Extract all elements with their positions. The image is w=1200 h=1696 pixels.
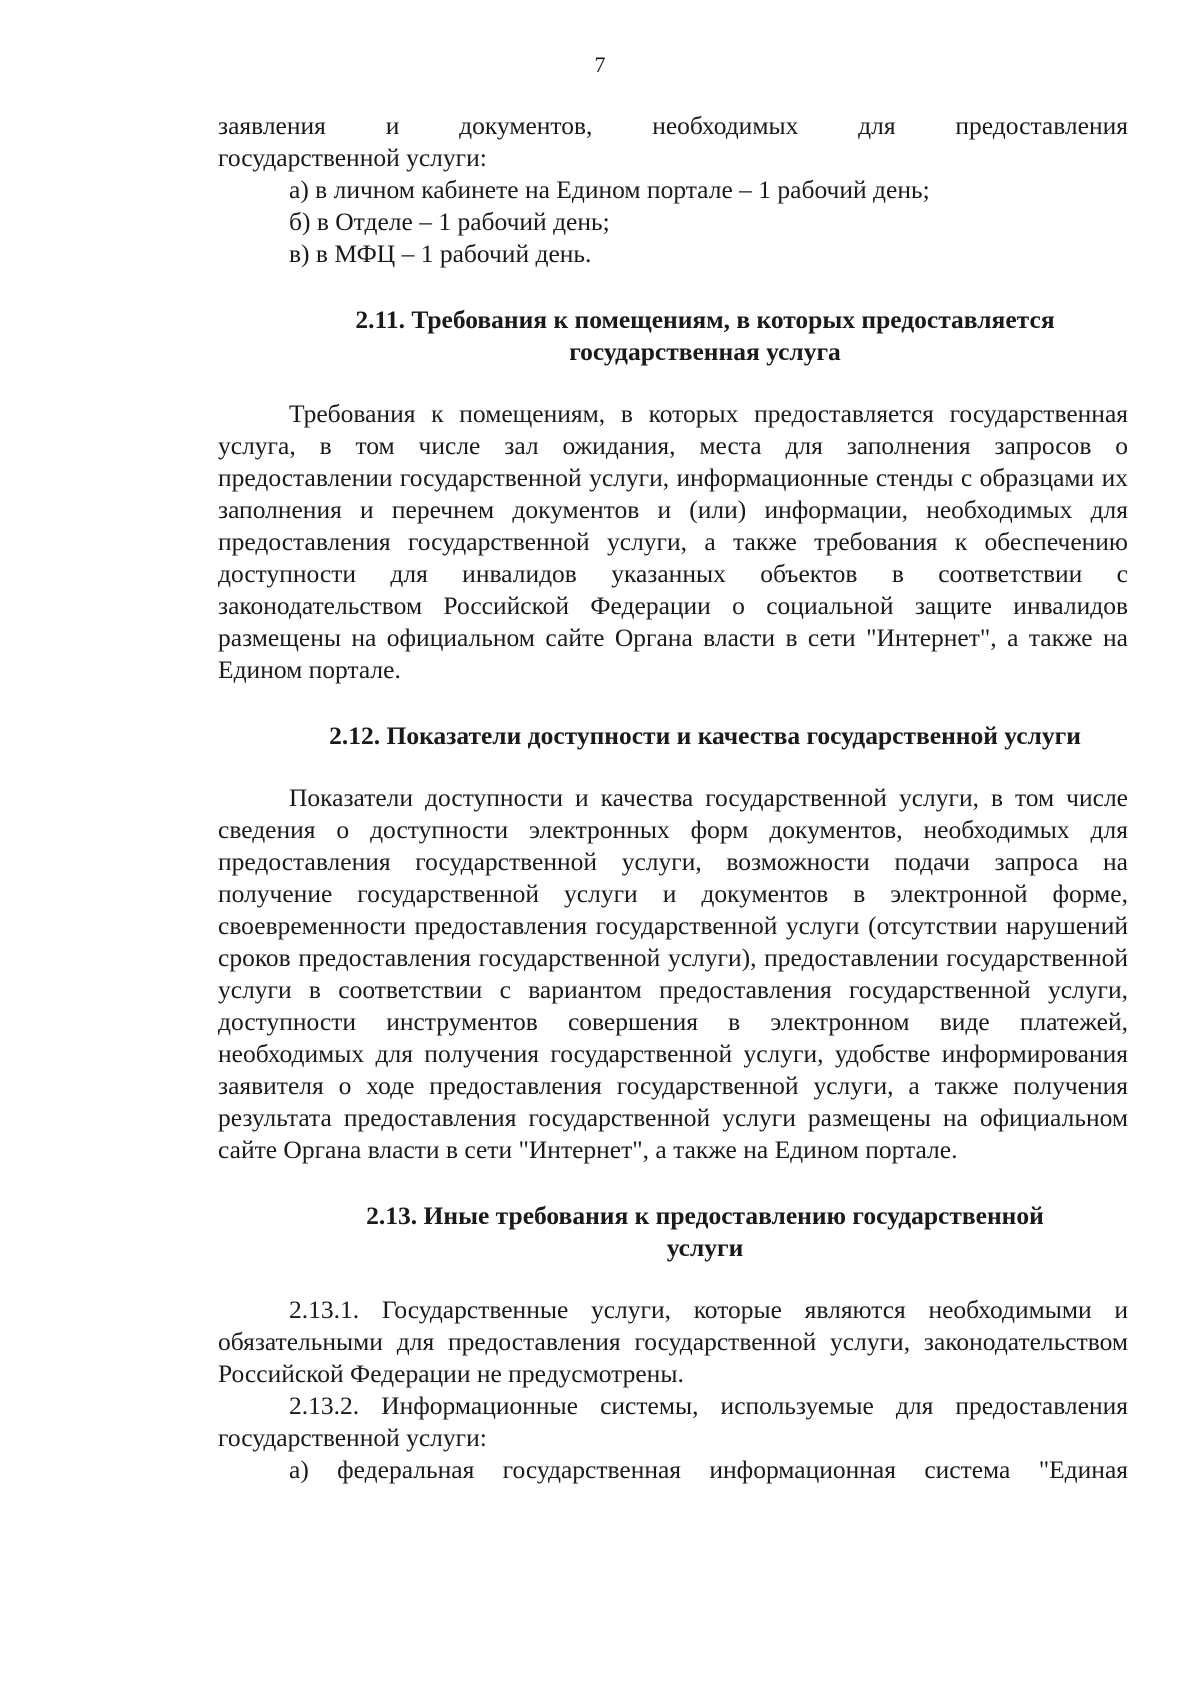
list-item-a: а) в личном кабинете на Едином портале – 1 рабочий день;: [289, 175, 930, 204]
section-heading-2-13-line-2: услуги: [666, 1233, 744, 1262]
document-body: [218, 110, 1128, 1486]
section-heading-2-11: [218, 304, 1128, 368]
section-heading-2-12: 2.12. Показатели доступности и качества государственной услуги: [329, 721, 1081, 750]
section-2-13-2-paragraph: 2.13.2. Информационные системы, используемые для предоставления государственной услуги:: [218, 1391, 1128, 1452]
section-2-13-2-item-a: а) федеральная государственная информационная система "Единая: [289, 1455, 1128, 1484]
list-item-c: в) в МФЦ – 1 рабочий день.: [289, 239, 592, 268]
section-2-11-paragraph: Требования к помещениям, в которых предоставляется государственная услуга, в том числе зал ожидания, места для заполнения запросов о предоставлении государственной услуги, информационные стенды с образцами их заполнения и перечнем документов и (или) информации, необходимых для предоставления государственной услуги, а также требования к обеспечению доступности для инвалидов указанных объектов в соответствии с законодательством Российской Федерации о социальной защите инвалидов размещены на официальном сайте Органа власти в сети "Интернет", а также на Едином портале.: [218, 399, 1128, 684]
section-heading-2-13: [218, 1200, 1128, 1264]
page-number: 7: [594, 52, 606, 77]
intro-line-1: заявления и документов, необходимых для предоставления: [218, 111, 1128, 140]
section-heading-2-13-line-1: 2.13. Иные требования к предоставлению государственной: [366, 1201, 1044, 1230]
section-2-12-paragraph: Показатели доступности и качества государственной услуги, в том числе сведения о доступности электронных форм документов, необходимых для предоставления государственной услуги, возможности подачи запроса на получение государственной услуги и документов в электронной форме, своевременности предоставления государственной услуги (отсутствии нарушений сроков предоставления государственной услуги), предоставлении государственной услуги в соответствии с вариантом предоставления государственной услуги, доступности инструментов совершения в электронном виде платежей, необходимых для получения государственной услуги, удобстве информирования заявителя о ходе предоставления государственной услуги, а также получения результата предоставления государственной услуги размещены на официальном сайте Органа власти в сети "Интернет", а также на Едином портале.: [218, 783, 1128, 1164]
section-2-13-1-paragraph: 2.13.1. Государственные услуги, которые являются необходимыми и обязательными для предоставления государственной услуги, законодательством Российской Федерации не предусмотрены.: [218, 1295, 1128, 1388]
intro-line-2: государственной услуги:: [218, 143, 487, 172]
section-heading-2-11-line-1: 2.11. Требования к помещениям, в которых предоставляется: [355, 305, 1055, 334]
section-heading-2-11-line-2: государственная услуга: [569, 337, 841, 366]
list-item-b: б) в Отделе – 1 рабочий день;: [289, 207, 610, 236]
